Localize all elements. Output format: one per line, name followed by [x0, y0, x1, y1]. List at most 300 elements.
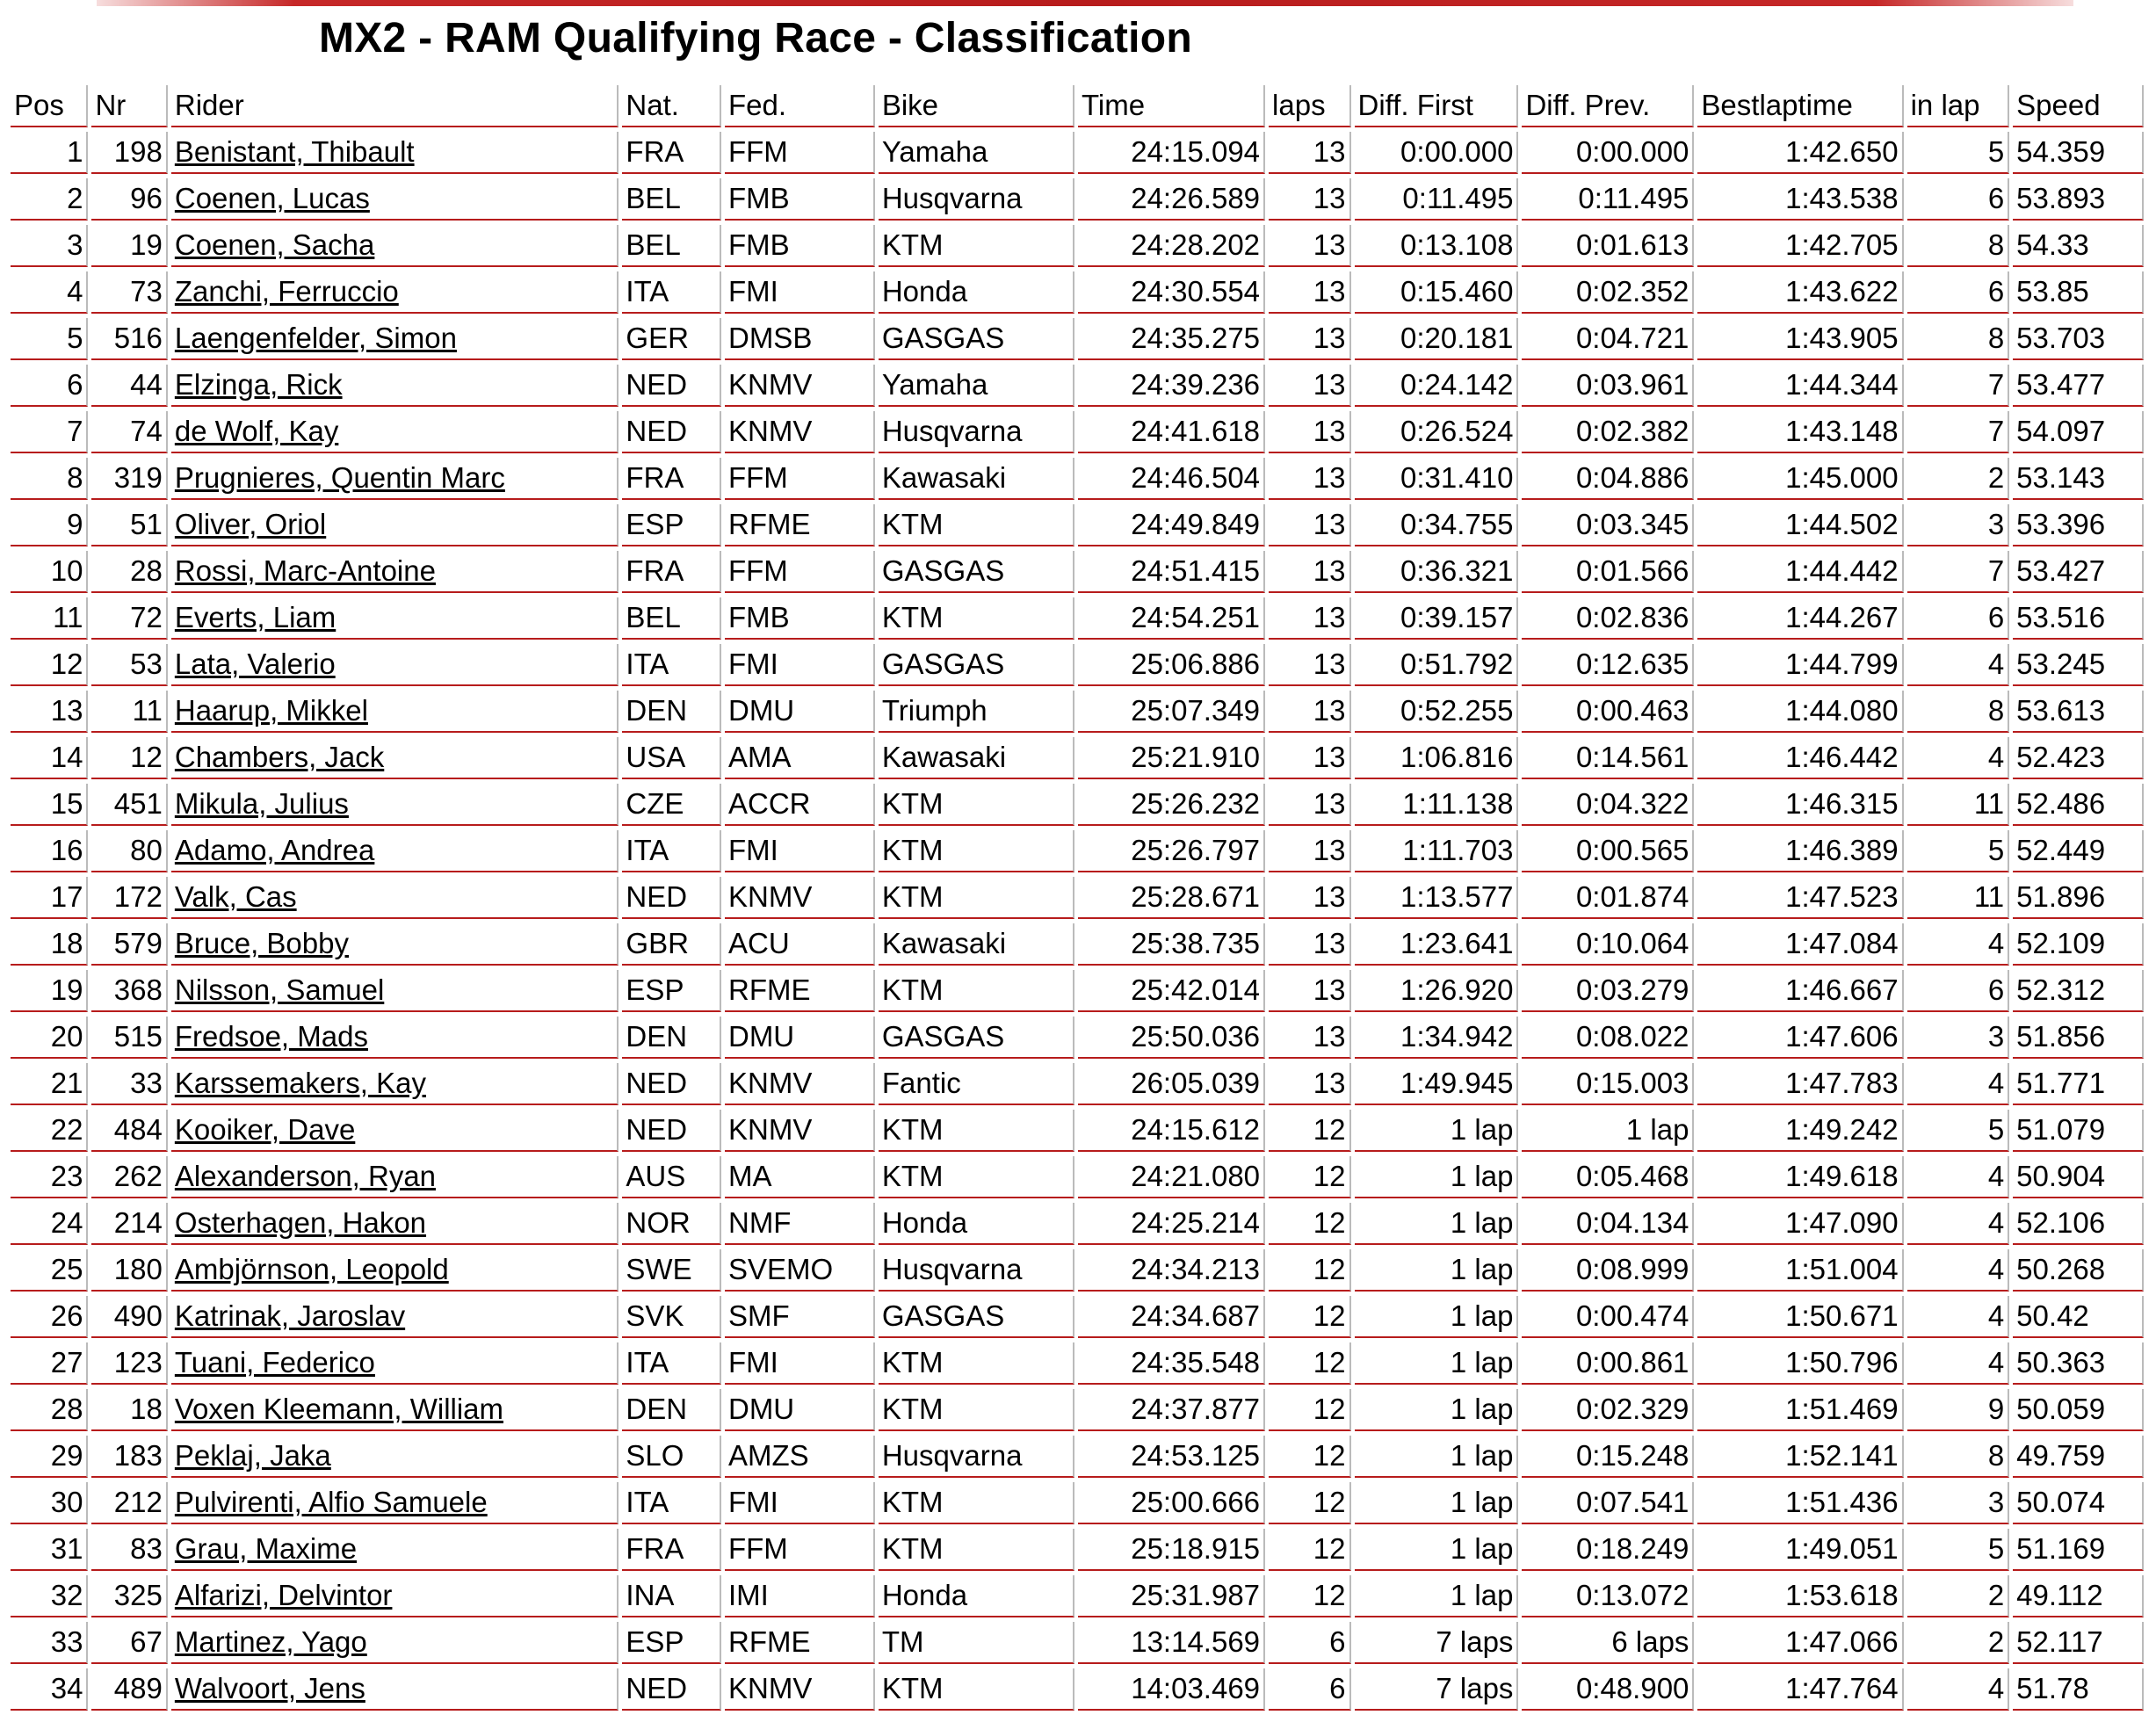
cell-time: 24:35.275 [1078, 318, 1265, 360]
rider-link[interactable]: Walvoort, Jens [174, 1672, 365, 1704]
rider-link[interactable]: Ambjörnson, Leopold [174, 1253, 449, 1285]
cell-nat: ITA [622, 1482, 721, 1524]
cell-pos: 19 [11, 970, 88, 1012]
cell-bestlaptime: 1:52.141 [1697, 1436, 1903, 1478]
rider-link[interactable]: Pulvirenti, Alfio Samuele [174, 1486, 488, 1518]
cell-bike: Husqvarna [879, 1249, 1074, 1292]
table-row [11, 1296, 2144, 1338]
cell-diff-first: 1 lap [1355, 1203, 1519, 1245]
cell-in-lap: 4 [1907, 1203, 2010, 1245]
cell-diff-prev: 1 lap [1522, 1110, 1694, 1152]
cell-in-lap: 6 [1907, 271, 2010, 314]
cell-rider [171, 504, 619, 546]
cell-diff-prev: 0:11.495 [1522, 178, 1694, 221]
cell-bike: GASGAS [879, 318, 1074, 360]
cell-speed: 51.169 [2013, 1529, 2144, 1571]
table-row [11, 1529, 2144, 1571]
cell-in-lap: 5 [1907, 830, 2010, 872]
rider-link[interactable]: Fredsoe, Mads [174, 1020, 368, 1053]
cell-bestlaptime: 1:46.389 [1697, 830, 1903, 872]
cell-in-lap: 6 [1907, 597, 2010, 640]
cell-pos: 22 [11, 1110, 88, 1152]
cell-speed: 53.613 [2013, 691, 2144, 733]
cell-nr: 123 [91, 1342, 167, 1385]
cell-rider [171, 1156, 619, 1198]
cell-diff-prev: 0:02.836 [1522, 597, 1694, 640]
cell-time: 24:26.589 [1078, 178, 1265, 221]
table-row [11, 225, 2144, 267]
rider-link[interactable]: Karssemakers, Kay [174, 1067, 426, 1099]
cell-in-lap: 4 [1907, 1296, 2010, 1338]
cell-rider [171, 1063, 619, 1105]
cell-fed: ACU [725, 923, 875, 966]
rider-link[interactable]: Oliver, Oriol [174, 508, 327, 540]
table-header-row [11, 85, 2144, 127]
cell-fed: RFME [725, 504, 875, 546]
cell-bestlaptime: 1:53.618 [1697, 1575, 1903, 1617]
cell-diff-prev: 0:13.072 [1522, 1575, 1694, 1617]
cell-pos: 2 [11, 178, 88, 221]
cell-nr: 51 [91, 504, 167, 546]
cell-speed: 51.771 [2013, 1063, 2144, 1105]
cell-bestlaptime: 1:49.242 [1697, 1110, 1903, 1152]
cell-fed: DMU [725, 1017, 875, 1059]
cell-diff-prev: 0:08.022 [1522, 1017, 1694, 1059]
rider-link[interactable]: Katrinak, Jaroslav [174, 1299, 406, 1332]
cell-in-lap: 4 [1907, 737, 2010, 779]
cell-nr: 12 [91, 737, 167, 779]
cell-time: 24:15.612 [1078, 1110, 1265, 1152]
cell-diff-prev: 0:05.468 [1522, 1156, 1694, 1198]
table-row [11, 830, 2144, 872]
cell-fed: KNMV [725, 1110, 875, 1152]
cell-pos: 4 [11, 271, 88, 314]
cell-nr: 368 [91, 970, 167, 1012]
cell-diff-first: 1 lap [1355, 1482, 1519, 1524]
cell-fed: DMU [725, 1389, 875, 1431]
cell-pos: 29 [11, 1436, 88, 1478]
cell-time: 24:34.213 [1078, 1249, 1265, 1292]
rider-link[interactable]: Rossi, Marc-Antoine [174, 554, 436, 587]
cell-laps: 12 [1269, 1389, 1350, 1431]
table-row [11, 923, 2144, 966]
cell-diff-prev: 0:01.566 [1522, 551, 1694, 593]
cell-speed: 50.904 [2013, 1156, 2144, 1198]
cell-nr: 183 [91, 1436, 167, 1478]
table-row [11, 970, 2144, 1012]
cell-diff-first: 1 lap [1355, 1529, 1519, 1571]
cell-in-lap: 3 [1907, 504, 2010, 546]
rider-link[interactable]: Laengenfelder, Simon [174, 322, 457, 354]
cell-fed: FFM [725, 458, 875, 500]
cell-nr: 83 [91, 1529, 167, 1571]
cell-nat: ITA [622, 271, 721, 314]
rider-link[interactable]: Peklaj, Jaka [174, 1439, 331, 1472]
cell-nr: 18 [91, 1389, 167, 1431]
column-header-nr: Nr [91, 85, 167, 127]
cell-pos: 21 [11, 1063, 88, 1105]
cell-pos: 6 [11, 365, 88, 407]
rider-link[interactable]: Coenen, Sacha [174, 228, 375, 261]
cell-rider [171, 271, 619, 314]
cell-diff-first: 1:23.641 [1355, 923, 1519, 966]
cell-bestlaptime: 1:47.084 [1697, 923, 1903, 966]
table-row [11, 1203, 2144, 1245]
cell-fed: IMI [725, 1575, 875, 1617]
table-row [11, 1436, 2144, 1478]
column-header-pos: Pos [11, 85, 88, 127]
rider-link[interactable]: Benistant, Thibault [174, 135, 415, 168]
cell-diff-first: 1:34.942 [1355, 1017, 1519, 1059]
cell-time: 24:39.236 [1078, 365, 1265, 407]
cell-nat: ITA [622, 830, 721, 872]
cell-nat: NED [622, 877, 721, 919]
cell-laps: 13 [1269, 318, 1350, 360]
cell-time: 24:53.125 [1078, 1436, 1265, 1478]
cell-diff-prev: 0:48.900 [1522, 1668, 1694, 1711]
cell-speed: 53.477 [2013, 365, 2144, 407]
cell-speed: 49.759 [2013, 1436, 2144, 1478]
cell-time: 25:28.671 [1078, 877, 1265, 919]
cell-rider [171, 1529, 619, 1571]
table-row [11, 132, 2144, 174]
table-row [11, 1110, 2144, 1152]
cell-fed: RFME [725, 970, 875, 1012]
cell-bike: Honda [879, 1575, 1074, 1617]
cell-nat: FRA [622, 551, 721, 593]
cell-diff-first: 1:49.945 [1355, 1063, 1519, 1105]
cell-speed: 53.427 [2013, 551, 2144, 593]
cell-speed: 50.363 [2013, 1342, 2144, 1385]
cell-fed: DMU [725, 691, 875, 733]
rider-link[interactable]: Grau, Maxime [174, 1532, 358, 1565]
cell-nr: 516 [91, 318, 167, 360]
cell-diff-first: 0:24.142 [1355, 365, 1519, 407]
cell-diff-prev: 0:03.279 [1522, 970, 1694, 1012]
rider-link[interactable]: Tuani, Federico [174, 1346, 375, 1379]
cell-nr: 484 [91, 1110, 167, 1152]
cell-time: 13:14.569 [1078, 1622, 1265, 1664]
column-header-diff-first: Diff. First [1355, 85, 1519, 127]
cell-in-lap: 4 [1907, 1063, 2010, 1105]
cell-nat: NED [622, 1668, 721, 1711]
rider-link[interactable]: Alexanderson, Ryan [174, 1160, 437, 1192]
rider-link[interactable]: Haarup, Mikkel [174, 694, 368, 727]
cell-pos: 34 [11, 1668, 88, 1711]
rider-link[interactable]: de Wolf, Kay [174, 415, 339, 447]
cell-in-lap: 7 [1907, 411, 2010, 453]
table-row [11, 691, 2144, 733]
cell-nat: FRA [622, 458, 721, 500]
cell-fed: FMI [725, 271, 875, 314]
cell-speed: 51.856 [2013, 1017, 2144, 1059]
cell-nat: ESP [622, 970, 721, 1012]
cell-diff-prev: 0:18.249 [1522, 1529, 1694, 1571]
column-header-nat: Nat. [622, 85, 721, 127]
table-row [11, 504, 2144, 546]
rider-link[interactable]: Valk, Cas [174, 880, 297, 913]
cell-bike: KTM [879, 877, 1074, 919]
cell-nat: FRA [622, 1529, 721, 1571]
cell-bestlaptime: 1:43.148 [1697, 411, 1903, 453]
cell-diff-prev: 0:04.322 [1522, 784, 1694, 826]
cell-diff-first: 1:11.138 [1355, 784, 1519, 826]
cell-speed: 52.449 [2013, 830, 2144, 872]
cell-time: 25:50.036 [1078, 1017, 1265, 1059]
cell-speed: 50.059 [2013, 1389, 2144, 1431]
cell-rider [171, 1668, 619, 1711]
cell-fed: KNMV [725, 1668, 875, 1711]
cell-in-lap: 4 [1907, 1342, 2010, 1385]
cell-bike: TM [879, 1622, 1074, 1664]
cell-nat: BEL [622, 178, 721, 221]
cell-pos: 10 [11, 551, 88, 593]
table-row [11, 1017, 2144, 1059]
cell-speed: 53.396 [2013, 504, 2144, 546]
cell-nat: NED [622, 1063, 721, 1105]
cell-rider [171, 1249, 619, 1292]
cell-fed: FMI [725, 1482, 875, 1524]
cell-time: 25:00.666 [1078, 1482, 1265, 1524]
cell-laps: 13 [1269, 644, 1350, 686]
cell-bestlaptime: 1:51.004 [1697, 1249, 1903, 1292]
rider-link[interactable]: Prugnieres, Quentin Marc [174, 461, 505, 494]
cell-rider [171, 1389, 619, 1431]
cell-bike: Yamaha [879, 365, 1074, 407]
classification-table [7, 81, 2147, 1715]
cell-bestlaptime: 1:44.344 [1697, 365, 1903, 407]
cell-bestlaptime: 1:51.436 [1697, 1482, 1903, 1524]
rider-link[interactable]: Alfarizi, Delvintor [174, 1579, 393, 1611]
rider-link[interactable]: Mikula, Julius [174, 787, 349, 820]
cell-rider [171, 411, 619, 453]
cell-laps: 12 [1269, 1156, 1350, 1198]
table-row [11, 1342, 2144, 1385]
cell-bike: Honda [879, 1203, 1074, 1245]
cell-time: 24:21.080 [1078, 1156, 1265, 1198]
cell-diff-first: 0:11.495 [1355, 178, 1519, 221]
cell-diff-prev: 6 laps [1522, 1622, 1694, 1664]
rider-link[interactable]: Everts, Liam [174, 601, 336, 633]
cell-time: 25:26.232 [1078, 784, 1265, 826]
cell-nat: USA [622, 737, 721, 779]
cell-bike: KTM [879, 1482, 1074, 1524]
cell-in-lap: 11 [1907, 877, 2010, 919]
rider-link[interactable]: Kooiker, Dave [174, 1113, 356, 1146]
column-header-diff-prev: Diff. Prev. [1522, 85, 1694, 127]
cell-time: 25:38.735 [1078, 923, 1265, 966]
cell-laps: 6 [1269, 1668, 1350, 1711]
cell-diff-prev: 0:14.561 [1522, 737, 1694, 779]
cell-bestlaptime: 1:43.905 [1697, 318, 1903, 360]
cell-nr: 44 [91, 365, 167, 407]
cell-rider [171, 1575, 619, 1617]
cell-laps: 12 [1269, 1575, 1350, 1617]
cell-fed: MA [725, 1156, 875, 1198]
cell-pos: 18 [11, 923, 88, 966]
cell-pos: 3 [11, 225, 88, 267]
cell-diff-first: 0:34.755 [1355, 504, 1519, 546]
cell-fed: AMA [725, 737, 875, 779]
cell-nr: 489 [91, 1668, 167, 1711]
rider-link[interactable]: Chambers, Jack [174, 741, 385, 773]
cell-time: 24:15.094 [1078, 132, 1265, 174]
cell-bestlaptime: 1:47.606 [1697, 1017, 1903, 1059]
cell-rider [171, 691, 619, 733]
cell-fed: SVEMO [725, 1249, 875, 1292]
cell-bestlaptime: 1:47.783 [1697, 1063, 1903, 1105]
cell-diff-prev: 0:00.474 [1522, 1296, 1694, 1338]
cell-diff-first: 1:13.577 [1355, 877, 1519, 919]
cell-bestlaptime: 1:44.080 [1697, 691, 1903, 733]
cell-fed: SMF [725, 1296, 875, 1338]
cell-diff-first: 0:20.181 [1355, 318, 1519, 360]
page-title: MX2 - RAM Qualifying Race - Classification [318, 15, 1193, 62]
cell-nr: 319 [91, 458, 167, 500]
cell-time: 24:25.214 [1078, 1203, 1265, 1245]
cell-laps: 13 [1269, 970, 1350, 1012]
column-header-time: Time [1078, 85, 1265, 127]
cell-nat: NOR [622, 1203, 721, 1245]
rider-link[interactable]: Nilsson, Samuel [174, 973, 385, 1006]
cell-laps: 13 [1269, 411, 1350, 453]
cell-bestlaptime: 1:44.267 [1697, 597, 1903, 640]
table-row [11, 877, 2144, 919]
rider-link[interactable]: Elzinga, Rick [174, 368, 343, 401]
table-row [11, 1575, 2144, 1617]
cell-bestlaptime: 1:49.618 [1697, 1156, 1903, 1198]
table-row [11, 458, 2144, 500]
column-header-speed: Speed [2013, 85, 2144, 127]
cell-laps: 12 [1269, 1482, 1350, 1524]
cell-rider [171, 1203, 619, 1245]
cell-laps: 13 [1269, 737, 1350, 779]
cell-rider [171, 597, 619, 640]
rider-link[interactable]: Zanchi, Ferruccio [174, 275, 399, 308]
cell-speed: 53.703 [2013, 318, 2144, 360]
cell-pos: 20 [11, 1017, 88, 1059]
cell-nr: 490 [91, 1296, 167, 1338]
cell-fed: KNMV [725, 365, 875, 407]
cell-speed: 54.097 [2013, 411, 2144, 453]
cell-rider [171, 830, 619, 872]
cell-bestlaptime: 1:42.650 [1697, 132, 1903, 174]
cell-fed: FMB [725, 178, 875, 221]
cell-diff-first: 0:00.000 [1355, 132, 1519, 174]
rider-link[interactable]: Bruce, Bobby [174, 927, 349, 959]
cell-nr: 72 [91, 597, 167, 640]
column-header-fed: Fed. [725, 85, 875, 127]
table-row [11, 597, 2144, 640]
cell-diff-first: 1 lap [1355, 1389, 1519, 1431]
rider-link[interactable]: Martinez, Yago [174, 1625, 367, 1658]
cell-laps: 6 [1269, 1622, 1350, 1664]
cell-rider [171, 225, 619, 267]
cell-bike: KTM [879, 1389, 1074, 1431]
cell-speed: 53.143 [2013, 458, 2144, 500]
cell-time: 24:51.415 [1078, 551, 1265, 593]
cell-speed: 54.33 [2013, 225, 2144, 267]
cell-nr: 212 [91, 1482, 167, 1524]
cell-bike: KTM [879, 504, 1074, 546]
cell-bestlaptime: 1:47.764 [1697, 1668, 1903, 1711]
table-row [11, 1249, 2144, 1292]
cell-fed: ACCR [725, 784, 875, 826]
cell-bestlaptime: 1:46.315 [1697, 784, 1903, 826]
cell-rider [171, 1110, 619, 1152]
cell-rider [171, 1622, 619, 1664]
cell-laps: 13 [1269, 504, 1350, 546]
cell-bike: Husqvarna [879, 178, 1074, 221]
cell-diff-first: 1:26.920 [1355, 970, 1519, 1012]
rider-link[interactable]: Adamo, Andrea [174, 834, 375, 866]
cell-rider [171, 365, 619, 407]
cell-diff-prev: 0:03.345 [1522, 504, 1694, 546]
cell-pos: 23 [11, 1156, 88, 1198]
table-row [11, 365, 2144, 407]
cell-rider [171, 737, 619, 779]
cell-pos: 16 [11, 830, 88, 872]
cell-in-lap: 8 [1907, 691, 2010, 733]
rider-link[interactable]: Osterhagen, Hakon [174, 1206, 427, 1239]
cell-bestlaptime: 1:50.671 [1697, 1296, 1903, 1338]
rider-link[interactable]: Lata, Valerio [174, 648, 336, 680]
cell-bestlaptime: 1:44.799 [1697, 644, 1903, 686]
cell-diff-prev: 0:02.382 [1522, 411, 1694, 453]
cell-speed: 53.893 [2013, 178, 2144, 221]
cell-fed: AMZS [725, 1436, 875, 1478]
cell-bestlaptime: 1:44.502 [1697, 504, 1903, 546]
table-row [11, 411, 2144, 453]
cell-in-lap: 4 [1907, 1156, 2010, 1198]
column-header-bike: Bike [879, 85, 1074, 127]
cell-laps: 12 [1269, 1342, 1350, 1385]
cell-diff-first: 1 lap [1355, 1342, 1519, 1385]
cell-diff-prev: 0:12.635 [1522, 644, 1694, 686]
cell-laps: 12 [1269, 1529, 1350, 1571]
cell-time: 24:41.618 [1078, 411, 1265, 453]
cell-nr: 74 [91, 411, 167, 453]
cell-bike: KTM [879, 1342, 1074, 1385]
cell-fed: FMI [725, 644, 875, 686]
cell-pos: 7 [11, 411, 88, 453]
cell-bike: KTM [879, 784, 1074, 826]
cell-nr: 19 [91, 225, 167, 267]
cell-pos: 11 [11, 597, 88, 640]
cell-diff-first: 0:31.410 [1355, 458, 1519, 500]
cell-in-lap: 5 [1907, 132, 2010, 174]
cell-fed: DMSB [725, 318, 875, 360]
rider-link[interactable]: Coenen, Lucas [174, 182, 370, 214]
cell-time: 25:26.797 [1078, 830, 1265, 872]
cell-in-lap: 4 [1907, 1249, 2010, 1292]
cell-time: 24:30.554 [1078, 271, 1265, 314]
rider-link[interactable]: Voxen Kleemann, William [174, 1393, 504, 1425]
cell-nr: 11 [91, 691, 167, 733]
cell-in-lap: 11 [1907, 784, 2010, 826]
cell-nat: NED [622, 365, 721, 407]
cell-bike: Fantic [879, 1063, 1074, 1105]
cell-laps: 13 [1269, 784, 1350, 826]
table-row [11, 1389, 2144, 1431]
table-row [11, 737, 2144, 779]
cell-pos: 31 [11, 1529, 88, 1571]
cell-speed: 52.106 [2013, 1203, 2144, 1245]
table-row [11, 178, 2144, 221]
cell-fed: FMB [725, 597, 875, 640]
cell-nat: BEL [622, 597, 721, 640]
cell-nat: ESP [622, 504, 721, 546]
